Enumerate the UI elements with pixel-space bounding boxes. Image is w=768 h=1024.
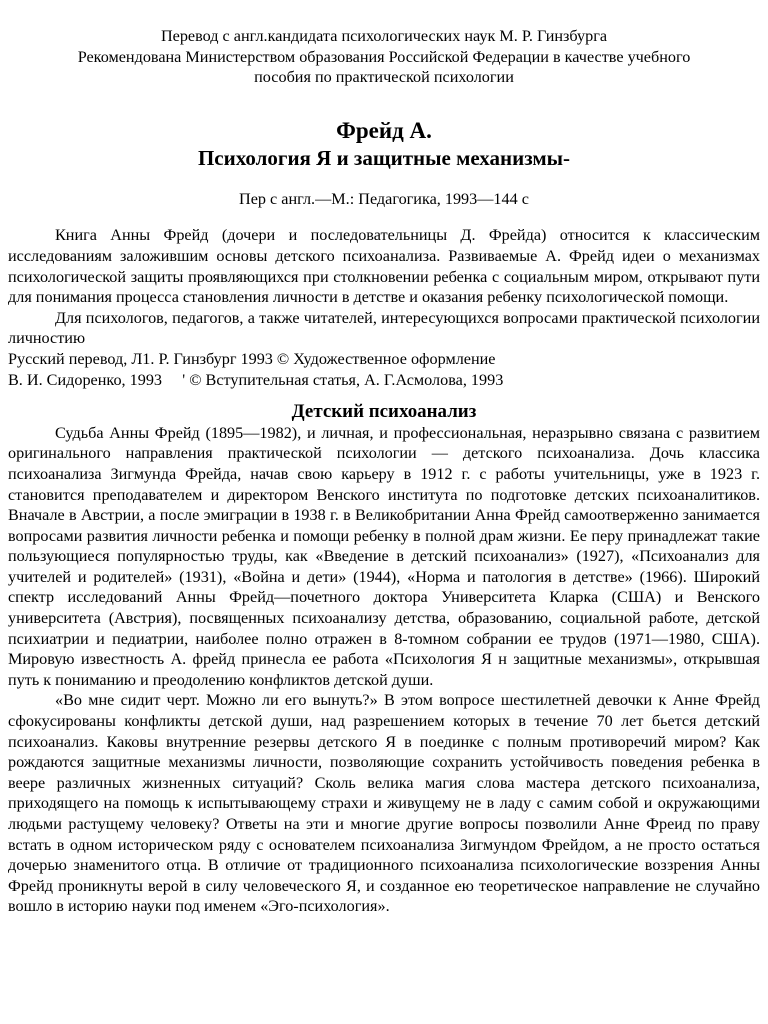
body-paragraph: «Во мне сидит черт. Можно ли его вынуть?» В этом вопросе шестилетней девочки к Анне Фрейд сфокусированы конфликты детской души, над разрешением которых в течение 70 лет бьется детский психоанализ. Каковы внутренние резервы детского Я в поединке с полным противоречий миром? Как рождаются защитные механизмы личности, позволяющие сохранить устойчивость поведения ребенка в веере различных жизненных ситуаций? Сколь велика магия слова мастера детского психоанализа, приходящего на помощь к испытывающему страхи и живущему не в ладу с самим собой и окружающими людьми растущему человеку? Ответы на эти и многие другие вопросы позволили Анне Фреид по праву встать в одном историческом ряду с основателем психоанализа Зигмундом Фрейдом, а не просто остаться дочерью знаменитого отца. В отличие от традиционного психоанализа психологические воззрения Анны Фрейд проникнуты верой в силу человеческого Я, и созданное ею теоретическое направление не случайно вошло в историю науки под именем «Эго-психология». (8, 691, 760, 916)
annotation-paragraph: Книга Анны Фрейд (дочери и последовательницы Д. Фрейда) относится к классическим исследованиям заложившим основы детского психоанализа. Развиваемые А. Фрейд идеи о механизмах психологической защиты проявляющихся при столкновении ребенка с социальным миром, открывают пути для понимания процесса становления личности в детстве и оказания ребенку психологической помощи. (8, 226, 760, 307)
publication-info: Пер с англ.—М.: Педагогика, 1993—144 с (239, 189, 529, 208)
body-paragraph: Судьба Анны Фрейд (1895—1982), и личная, и профессиональная, неразрывно связана с развитием оригинального направления практической психологии — детского психоанализа. Дочь классика психоанализа Зигмунда Фрейда, начав свою карьеру в 1912 г. с работы учительницы, уже в 1923 г. становится преподавателем и директором Венского института по подготовке детских психоаналитиков. Вначале в Австрии, а после эмиграции в 1938 г. в Великобритании Анна Фрейд самоотверженно занимается вопросами развития личности ребенка и помощи ребенку в полной драм жизни. Ее перу принадлежат такие пользующиеся популярностью труды, как «Введение в детский психоанализ» (1927), «Психоанализ для учителей и родителей» (1931), «Война и дети» (1944), «Норма и патология в детстве» (1966). Широкий спектр исследований Анны Фрейд—почетного доктора Университета Кларка (США) и Венского университета (Австрия), посвященных психоанализу детства, образованию, социальной работе, детской психиатрии и педиатрии, наиболее полно отражен в 8-томном собрании ее трудов (1971—1980, США). Мировую известность А. фрейд принесла ее работа «Психология Я н защитные механизмы», открывшая путь к пониманию и преодолению конфликтов детской души. (8, 423, 760, 689)
section-heading: Детский психоанализ (291, 401, 477, 423)
document-page (8, 26, 760, 917)
translator-line: Перевод с англ.кандидата психологических наук М. Р. Гинзбурга (160, 27, 608, 45)
book-author: Фрейд А. (336, 117, 432, 143)
recommendation-line-continued: пособия по практической психологии (254, 68, 514, 87)
book-title: Психология Я и защитные механизмы- (197, 145, 571, 170)
copyright-line: Русский перевод, Л1. Р. Гинзбург 1993 © Художественное оформление (8, 349, 496, 368)
recommendation-line: Рекомендована Министерством образования Российской Федерации в качестве учебного (77, 47, 691, 66)
copyright-line-continued: В. И. Сидоренко, 1993 ' © Вступительная статья, А. Г.Асмолова, 1993 (8, 370, 504, 389)
audience-paragraph: Для психологов, педагогов, а также читателей, интересующихся вопросами практической психологии личностию (8, 308, 760, 348)
